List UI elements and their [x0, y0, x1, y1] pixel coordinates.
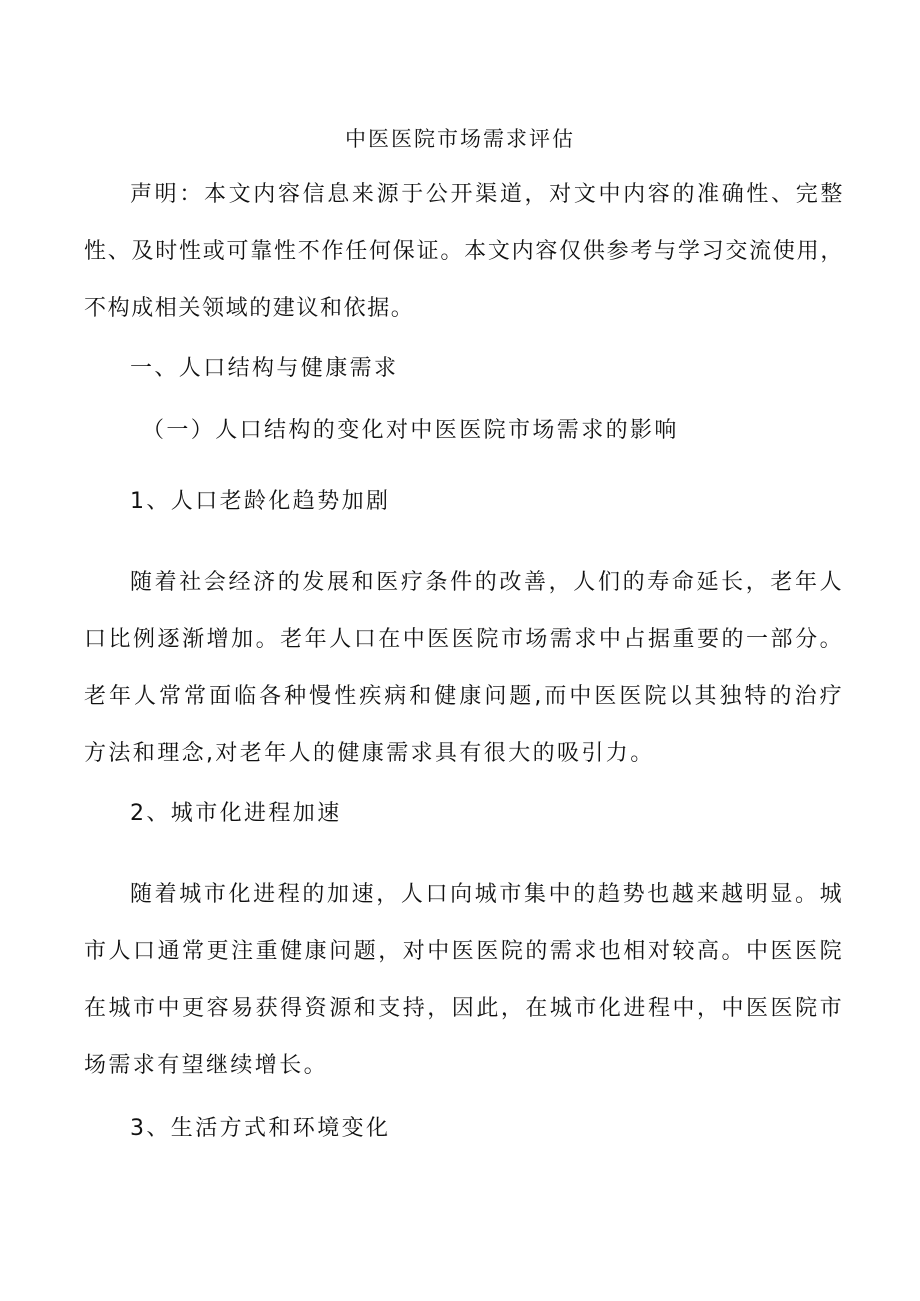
item-heading-2: 2、城市化进程加速 [130, 801, 342, 826]
section-heading-1: 一、人口结构与健康需求 [130, 356, 399, 381]
item-heading-3: 3、生活方式和环境变化 [130, 1116, 391, 1141]
subsection-heading-1: （一）人口结构的变化对中医医院市场需求的影响 [142, 418, 679, 443]
item-paragraph-2: 随着城市化进程的加速，人口向城市集中的趋势也越来越明显。城市人口通常更注重健康问题，对中医医院的需求也相对较高。中医医院在城市中更容易获得资源和支持，因此，在城市化进程中，中医医院市场需求有望继续增长。 [84, 882, 844, 1078]
disclaimer-paragraph: 声明：本文内容信息来源于公开渠道，对文中内容的准确性、完整性、及时性或可靠性不作任何保证。本文内容仅供参考与学习交流使用，不构成相关领域的建议和依据。 [84, 182, 844, 321]
item-paragraph-1: 随着社会经济的发展和医疗条件的改善，人们的寿命延长，老年人口比例逐渐增加。老年人口在中医医院市场需求中占据重要的一部分。老年人常常面临各种慢性疾病和健康问题,而中医医院以其独特的治疗方法和理念,对老年人的健康需求具有很大的吸引力。 [84, 570, 844, 766]
item-heading-1: 1、人口老龄化趋势加剧 [130, 489, 391, 514]
document-title: 中医医院市场需求评估 [345, 127, 575, 151]
